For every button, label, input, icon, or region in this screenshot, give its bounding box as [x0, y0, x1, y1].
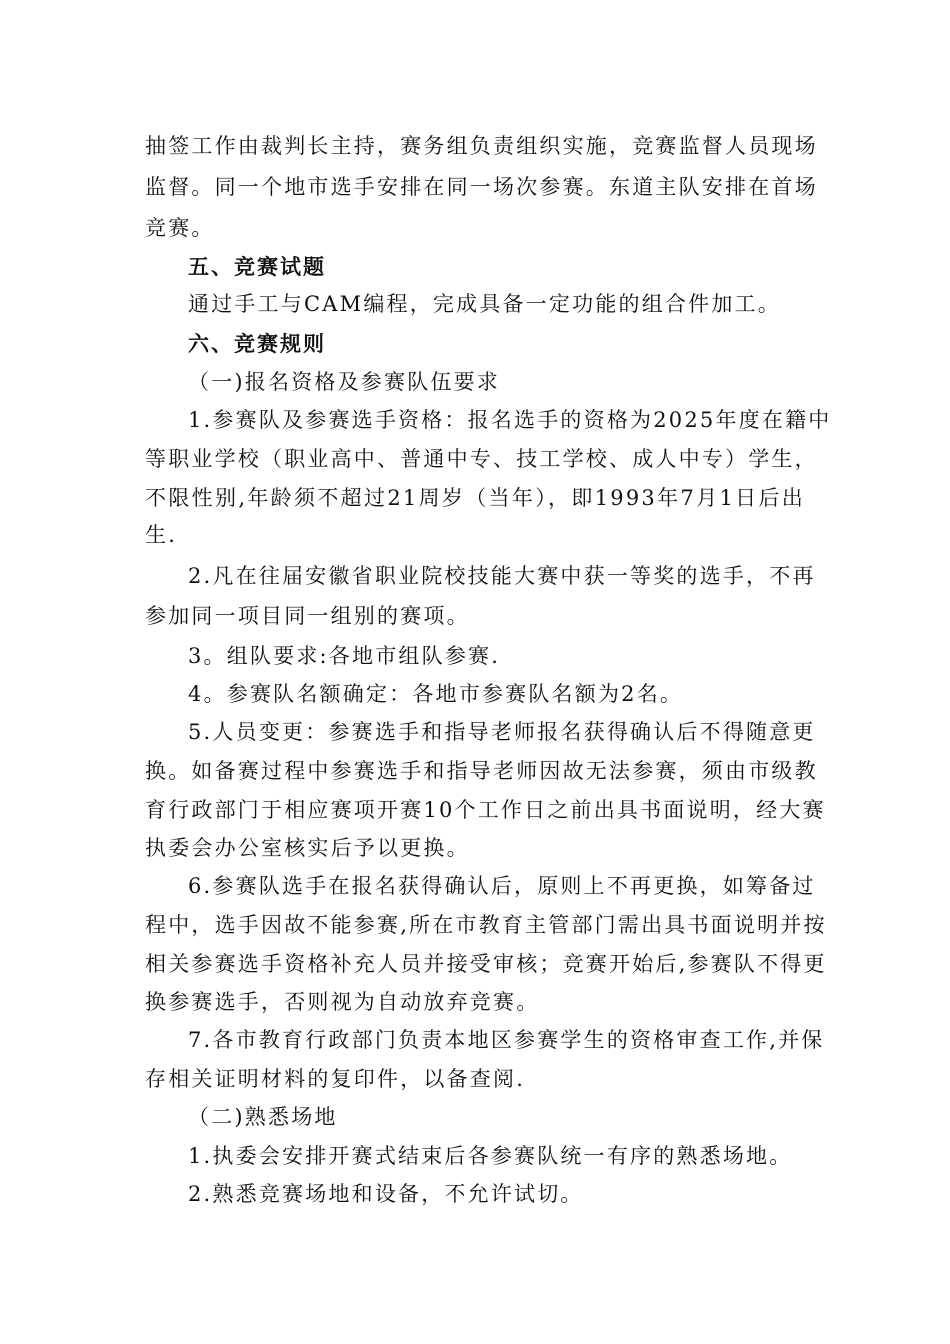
intro-line-2: 监督。同一个地市选手安排在同一场次参赛。东道主队安排在首场: [145, 175, 818, 199]
item-7-line-1: 7.各市教育行政部门负责本地区参赛学生的资格审查工作,并保: [188, 1028, 825, 1052]
item-1-line-1: 1.参赛队及参赛选手资格：报名选手的资格为2025年度在籍中: [188, 408, 832, 432]
section-5-heading: 五、竞赛试题: [188, 254, 326, 279]
item-5-line-3: 育行政部门于相应赛项开赛10个工作日之前出具书面说明，经大赛: [145, 798, 826, 822]
section-5-text: 通过手工与CAM编程，完成具备一定功能的组合件加工。: [188, 292, 781, 316]
item-6-line-4: 换参赛选手，否则视为自动放弃竞赛。: [145, 990, 540, 1014]
intro-line-1: 抽签工作由裁判长主持，赛务组负责组织实施，竞赛监督人员现场: [145, 134, 818, 158]
item-6-line-2: 程中，选手因故不能参赛,所在市教育主管部门需出具书面说明并按: [145, 913, 827, 937]
item-1-line-4: 生.: [145, 523, 178, 547]
item-2-line-1: 2.凡在往届安徽省职业院校技能大赛中获一等奖的选手，不再: [188, 564, 816, 588]
item-5-line-4: 执委会办公室核实后予以更换。: [145, 836, 470, 860]
sub2-item-2: 2.熟悉竞赛场地和设备，不允许试切。: [188, 1182, 584, 1206]
section-6-heading: 六、竞赛规则: [188, 331, 326, 356]
item-6-line-1: 6.参赛队选手在报名获得确认后，原则上不再更换，如筹备过: [188, 874, 816, 898]
item-7-line-2: 存相关证明材料的复印件，以备查阅.: [145, 1067, 526, 1091]
item-2-line-2: 参加同一项目同一组别的赛项。: [145, 604, 470, 628]
item-4: 4。参赛队名额确定：各地市参赛队名额为2名。: [188, 682, 684, 706]
item-6-line-3: 相关参赛选手资格补充人员并接受审核；竞赛开始后,参赛队不得更: [145, 952, 827, 976]
intro-line-3: 竞赛。: [145, 216, 215, 240]
item-1-line-2: 等职业学校（职业高中、普通中专、技工学校、成人中专）学生，: [145, 447, 818, 471]
item-5-line-1: 5.人员变更：参赛选手和指导老师报名获得确认后不得随意更: [188, 720, 816, 744]
item-5-line-2: 换。如备赛过程中参赛选手和指导老师因故无法参赛，须由市级教: [145, 759, 818, 783]
item-1-line-3: 不限性别,年龄须不超过21周岁（当年），即1993年7月1日后出: [145, 486, 805, 510]
sub2-item-1: 1.执委会安排开赛式结束后各参赛队统一有序的熟悉场地。: [188, 1144, 793, 1168]
subsection-1-title: （一)报名资格及参赛队伍要求: [188, 370, 500, 394]
subsection-2-title: （二)熟悉场地: [188, 1105, 338, 1129]
item-3: 3。组队要求:各地市组队参赛.: [188, 644, 501, 668]
